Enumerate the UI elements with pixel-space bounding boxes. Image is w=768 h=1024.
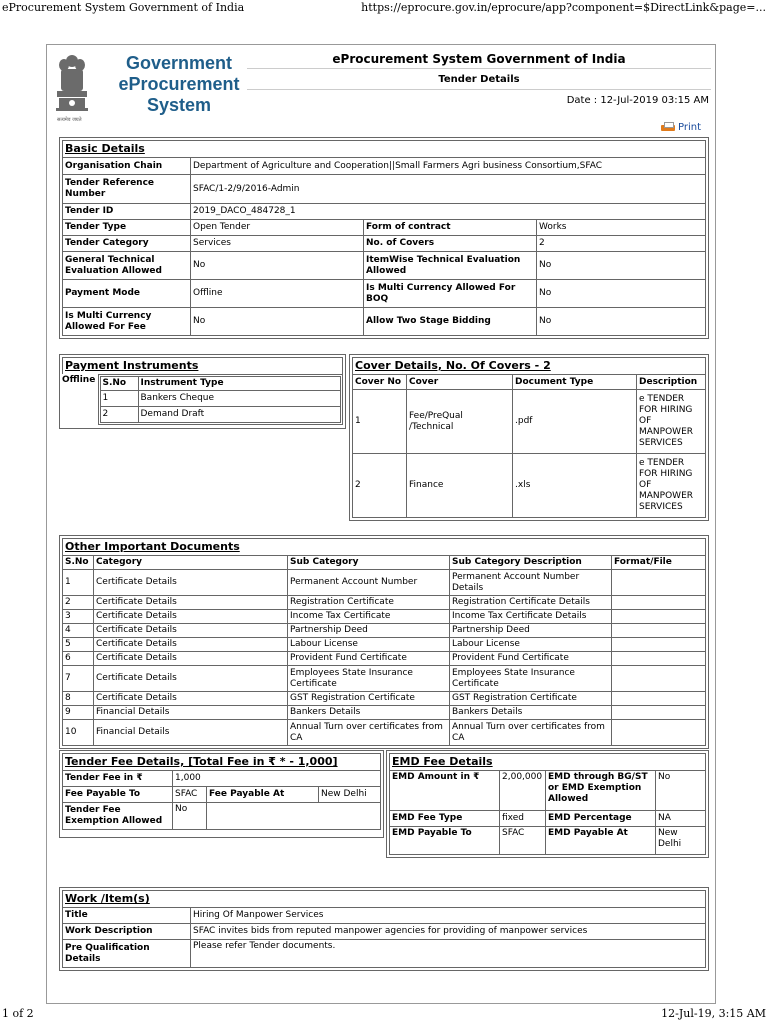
tender-fee-value: 1,000 (173, 771, 381, 787)
print-button[interactable] (661, 122, 701, 133)
doc-subcategory-header: Sub Category (288, 556, 450, 570)
doc-category: Financial Details (94, 706, 288, 720)
fee-payable-to-label: Fee Payable To (63, 787, 173, 803)
page-number: 1 of 2 (2, 1007, 34, 1020)
doc-subcategory: Provident Fund Certificate (288, 652, 450, 666)
instrument-type: Demand Draft (138, 407, 341, 423)
emd-percentage-value: NA (656, 811, 706, 827)
cover-doc-type: .pdf (513, 390, 637, 454)
tender-category-value: Services (191, 236, 364, 252)
doc-format (612, 610, 706, 624)
doc-format (612, 652, 706, 666)
page-title: eProcurement System Government of India (247, 49, 711, 69)
form-contract-label: Form of contract (364, 220, 537, 236)
cover-no: 2 (353, 454, 407, 518)
instrument-type: Bankers Cheque (138, 391, 341, 407)
table-row (63, 706, 706, 720)
table-row (63, 666, 706, 692)
logo-wordmark (109, 53, 249, 116)
tender-document (46, 44, 716, 1004)
page-subtitle: Tender Details (247, 70, 711, 90)
doc-subcategory: Labour License (288, 638, 450, 652)
doc-sno: 1 (63, 570, 94, 596)
cover-name: Fee/PreQual /Technical (407, 390, 513, 454)
print-label: Print (677, 122, 701, 133)
doc-category: Certificate Details (94, 624, 288, 638)
doc-category: Certificate Details (94, 692, 288, 706)
doc-subcategory: Bankers Details (288, 706, 450, 720)
fee-payable-to-value: SFAC (173, 787, 207, 803)
cover-doc-type: .xls (513, 454, 637, 518)
ite-value: No (537, 252, 706, 280)
description-header: Description (637, 375, 706, 390)
table-row (63, 638, 706, 652)
print-header-url: https://eprocure.gov.in/eprocure/app?component=$DirectLink&page=... (361, 1, 766, 14)
tender-fee-table (62, 770, 381, 830)
basic-details-section (59, 137, 709, 339)
doc-category: Certificate Details (94, 638, 288, 652)
payment-instruments-table (62, 374, 343, 425)
cover-description: e TENDER FOR HIRING OF MANPOWER SERVICES (637, 454, 706, 518)
cover-details-table (352, 374, 706, 518)
work-items-title: Work /Item(s) (62, 890, 706, 907)
payment-instruments-title: Payment Instruments (62, 357, 343, 374)
tender-fee-label: Tender Fee in ₹ (63, 771, 173, 787)
eprocurement-logo (51, 49, 241, 129)
doc-subcategory-desc-header: Sub Category Description (450, 556, 612, 570)
doc-category: Certificate Details (94, 596, 288, 610)
emblem-caption: सत्यमेव जयते (57, 117, 82, 123)
payment-mode: Offline (62, 374, 96, 385)
org-chain-label: Organisation Chain (63, 158, 191, 175)
doc-sno: 6 (63, 652, 94, 666)
emd-exemption-value: No (656, 771, 706, 811)
doc-format (612, 692, 706, 706)
other-documents-title: Other Important Documents (62, 538, 706, 555)
doc-subcategory: Partnership Deed (288, 624, 450, 638)
doc-category: Certificate Details (94, 570, 288, 596)
emd-fee-section (386, 750, 709, 858)
fee-empty-cell (207, 803, 381, 830)
doc-category: Certificate Details (94, 652, 288, 666)
cover-name: Finance (407, 454, 513, 518)
table-row (63, 652, 706, 666)
print-timestamp: 12-Jul-19, 3:15 AM (661, 1007, 766, 1020)
work-title-label: Title (63, 908, 191, 924)
two-stage-value: No (537, 308, 706, 336)
tender-id-value: 2019_DACO_484728_1 (191, 204, 706, 220)
tender-type-label: Tender Type (63, 220, 191, 236)
cover-no: 1 (353, 390, 407, 454)
doc-subcategory-desc: Partnership Deed (450, 624, 612, 638)
doc-format (612, 638, 706, 652)
multi-currency-boq-value: No (537, 280, 706, 308)
cover-details-section (349, 354, 709, 521)
work-items-section (59, 887, 709, 971)
emd-percentage-label: EMD Percentage (546, 811, 656, 827)
emd-fee-type-value: fixed (500, 811, 546, 827)
two-stage-label: Allow Two Stage Bidding (364, 308, 537, 336)
doc-subcategory-desc: Labour License (450, 638, 612, 652)
table-row (63, 596, 706, 610)
work-description-label: Work Description (63, 924, 191, 940)
report-date: Date : 12-Jul-2019 03:15 AM (566, 95, 709, 106)
print-header-title: eProcurement System Government of India (2, 1, 245, 14)
table-row (63, 720, 706, 746)
tender-ref-label: Tender Reference Number (63, 175, 191, 204)
basic-details-table (62, 157, 706, 336)
other-documents-table (62, 555, 706, 746)
doc-sno: 3 (63, 610, 94, 624)
instrument-type-header: Instrument Type (138, 377, 341, 391)
logo-line-1: Government (125, 53, 233, 73)
doc-format (612, 596, 706, 610)
doc-subcategory-desc: Provident Fund Certificate (450, 652, 612, 666)
payment-instruments-section (59, 354, 346, 429)
emd-amount-value: 2,00,000 (500, 771, 546, 811)
emd-payable-to-value: SFAC (500, 827, 546, 855)
doc-sno: 8 (63, 692, 94, 706)
no-covers-value: 2 (537, 236, 706, 252)
payment-instrument-cell (98, 375, 343, 425)
emd-fee-type-label: EMD Fee Type (390, 811, 500, 827)
doc-sno-header: S.No (63, 556, 94, 570)
doc-format (612, 706, 706, 720)
doc-format (612, 624, 706, 638)
tender-fee-title: Tender Fee Details, [Total Fee in ₹ * - 1,000] (62, 753, 381, 770)
ite-label: ItemWise Technical Evaluation Allowed (364, 252, 537, 280)
other-documents-section (59, 535, 709, 749)
print-footer (0, 1004, 768, 1024)
emd-amount-label: EMD Amount in ₹ (390, 771, 500, 811)
fee-exemption-value: No (173, 803, 207, 830)
tender-category-label: Tender Category (63, 236, 191, 252)
fee-payable-at-label: Fee Payable At (207, 787, 319, 803)
doc-subcategory: Permanent Account Number (288, 570, 450, 596)
tender-id-label: Tender ID (63, 204, 191, 220)
doc-category: Certificate Details (94, 610, 288, 624)
emd-payable-at-label: EMD Payable At (546, 827, 656, 855)
doc-sno: 7 (63, 666, 94, 692)
work-description-value: SFAC invites bids from reputed manpower agencies for providing of manpower services (191, 924, 706, 940)
gte-label: General Technical Evaluation Allowed (63, 252, 191, 280)
basic-details-title: Basic Details (62, 140, 706, 157)
fee-payable-at-value: New Delhi (319, 787, 381, 803)
doc-subcategory: Annual Turn over certificates from CA (288, 720, 450, 746)
instrument-sno-header: S.No (100, 377, 138, 391)
tender-fee-section (59, 750, 384, 838)
prequalification-value: Please refer Tender documents. (191, 940, 706, 968)
gte-value: No (191, 252, 364, 280)
doc-subcategory: Registration Certificate (288, 596, 450, 610)
doc-sno: 9 (63, 706, 94, 720)
doc-type-header: Document Type (513, 375, 637, 390)
print-header (0, 0, 768, 18)
doc-category: Financial Details (94, 720, 288, 746)
logo-line-3: System (146, 95, 212, 115)
tender-ref-value: SFAC/1-2/9/2016-Admin (191, 175, 706, 204)
emd-fee-table (389, 770, 706, 855)
emd-fee-title: EMD Fee Details (389, 753, 706, 770)
cover-no-header: Cover No (353, 375, 407, 390)
form-contract-value: Works (537, 220, 706, 236)
emd-payable-to-label: EMD Payable To (390, 827, 500, 855)
doc-subcategory: Employees State Insurance Certificate (288, 666, 450, 692)
doc-format-header: Format/File (612, 556, 706, 570)
emd-payable-at-value: New Delhi (656, 827, 706, 855)
doc-category-header: Category (94, 556, 288, 570)
instrument-list (100, 376, 342, 423)
multi-currency-boq-label: Is Multi Currency Allowed For BOQ (364, 280, 537, 308)
org-chain-value: Department of Agriculture and Cooperation||Small Farmers Agri business Consortium,SFAC (191, 158, 706, 175)
table-row (63, 692, 706, 706)
doc-subcategory-desc: Bankers Details (450, 706, 612, 720)
multi-currency-fee-label: Is Multi Currency Allowed For Fee (63, 308, 191, 336)
doc-category: Certificate Details (94, 666, 288, 692)
payment-mode-label: Payment Mode (63, 280, 191, 308)
table-row (63, 610, 706, 624)
printer-icon (661, 122, 675, 133)
instrument-sno: 1 (100, 391, 138, 407)
fee-exemption-label: Tender Fee Exemption Allowed (63, 803, 173, 830)
doc-format (612, 720, 706, 746)
cover-details-title: Cover Details, No. Of Covers - 2 (352, 357, 706, 374)
emd-exemption-label: EMD through BG/ST or EMD Exemption Allowed (546, 771, 656, 811)
multi-currency-fee-value: No (191, 308, 364, 336)
tender-type-value: Open Tender (191, 220, 364, 236)
doc-sno: 2 (63, 596, 94, 610)
doc-subcategory-desc: GST Registration Certificate (450, 692, 612, 706)
logo-line-2: eProcurement (118, 74, 240, 94)
doc-sno: 10 (63, 720, 94, 746)
doc-subcategory-desc: Annual Turn over certificates from CA (450, 720, 612, 746)
doc-format (612, 570, 706, 596)
doc-subcategory-desc: Employees State Insurance Certificate (450, 666, 612, 692)
cover-description: e TENDER FOR HIRING OF MANPOWER SERVICES (637, 390, 706, 454)
doc-subcategory-desc: Registration Certificate Details (450, 596, 612, 610)
work-items-table (62, 907, 706, 968)
payment-mode-value: Offline (191, 280, 364, 308)
doc-subcategory-desc: Permanent Account Number Details (450, 570, 612, 596)
work-title-value: Hiring Of Manpower Services (191, 908, 706, 924)
prequalification-label: Pre Qualification Details (63, 940, 191, 968)
table-row (63, 624, 706, 638)
doc-sno: 4 (63, 624, 94, 638)
cover-header: Cover (407, 375, 513, 390)
instrument-sno: 2 (100, 407, 138, 423)
doc-sno: 5 (63, 638, 94, 652)
doc-subcategory-desc: Income Tax Certificate Details (450, 610, 612, 624)
table-row (63, 570, 706, 596)
national-emblem-icon (53, 51, 91, 123)
no-covers-label: No. of Covers (364, 236, 537, 252)
doc-subcategory: GST Registration Certificate (288, 692, 450, 706)
doc-subcategory: Income Tax Certificate (288, 610, 450, 624)
doc-format (612, 666, 706, 692)
